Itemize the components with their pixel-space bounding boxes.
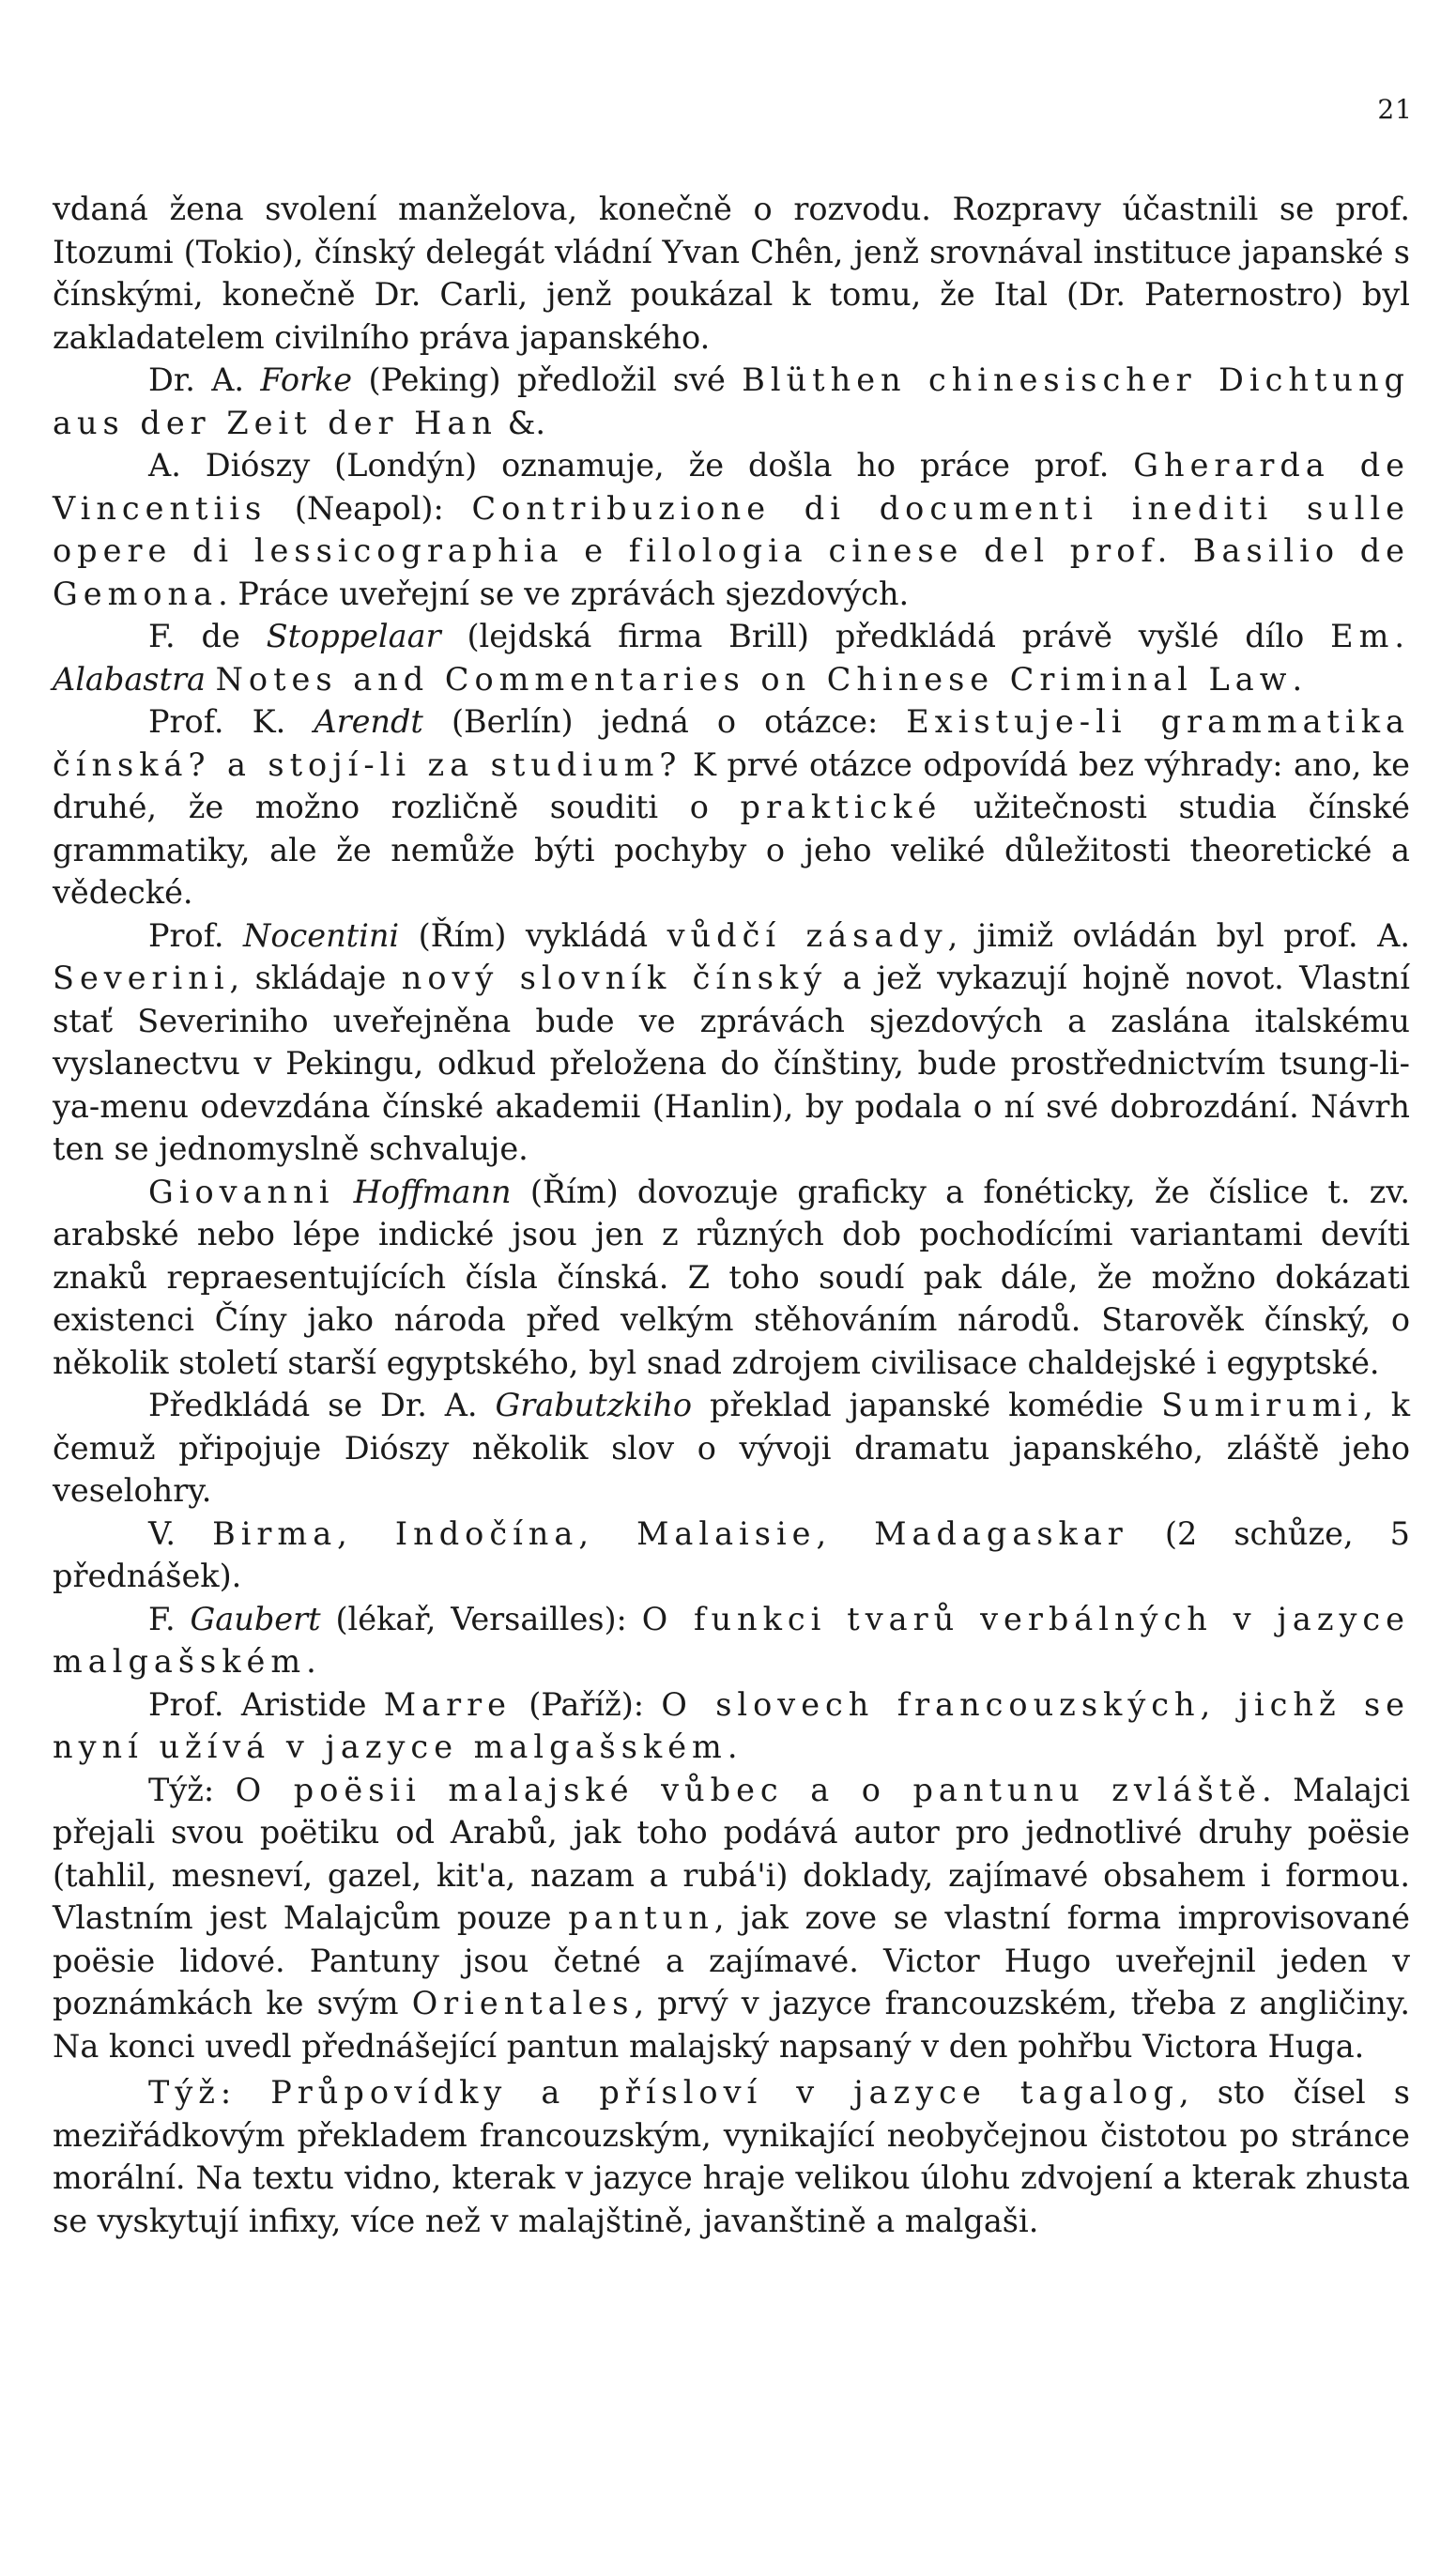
text-run: Týž: xyxy=(148,2074,271,2111)
paragraph-1-text: vdaná žena svolení manželova, konečně o rozvodu. Rozpravy účastnili se prof. Itozumi (Tokio), čínský delegát vládní Yvan Chên, jenž srovnával instituce japanské s čínskými, konečně Dr. Carli, jenž poukázal k tomu, že Ital (Dr. Paternostro) byl zakladatelem civilního práva japanského. xyxy=(53,191,1410,356)
work-title: O poësii malajské vůbec a o pantunu zvláště xyxy=(235,1771,1262,1808)
text-run: , jak zove se vlastní forma improvisované poësie lidové. Pantuny jsou četné a zajímavé. Victor Hugo uveřejnil jeden v poznámkách ke svým xyxy=(53,1899,1410,2021)
text-run: F. de xyxy=(148,618,267,654)
body-text xyxy=(53,188,1410,2242)
paragraph-5 xyxy=(53,700,1410,914)
text-run: Prof. K. xyxy=(148,703,314,740)
text-run: (2 schůze, 5 přednášek). xyxy=(53,1514,1410,1594)
text-run: (lejdská firma Brill) předkládá právě vyšlé dílo xyxy=(440,618,1331,654)
paragraph-9 xyxy=(53,1513,1410,1598)
work-title: Sumirumi xyxy=(1161,1387,1364,1423)
author-name: Arendt xyxy=(314,703,423,740)
author-name: Marre xyxy=(383,1685,512,1723)
work-title: Existuje-li grammatika čínská? a stojí-li za studium? xyxy=(53,703,1410,783)
text-run: V. xyxy=(148,1514,213,1552)
text-run: &. xyxy=(497,404,546,441)
text-run: , prvý v jazyce francouzském, třeba z angličiny. Na konci uvedl přednášející pantun malajský napsaný v den pohřbu Victora Huga. xyxy=(53,1985,1410,2065)
paragraph-3 xyxy=(53,444,1410,615)
text-run: Předkládá se Dr. A. xyxy=(148,1387,496,1423)
text-run: (lékař, Versailles): xyxy=(320,1600,642,1637)
work-title: Průpovídky a přísloví v jazyce tagalog xyxy=(270,2074,1179,2111)
paragraph-12 xyxy=(53,1769,1410,2068)
author-name: Alabastra xyxy=(53,660,206,698)
section-title: Birma, Indočína, Malaisie, Madagaskar xyxy=(212,1514,1128,1552)
author-name: Severini xyxy=(53,960,230,996)
emphasis: Orientales xyxy=(411,1985,635,2021)
author-name: Forke xyxy=(260,361,353,398)
paragraph-1 xyxy=(53,188,1410,359)
paragraph-8 xyxy=(53,1384,1410,1513)
text-run: (Neapol): xyxy=(267,489,472,527)
text-run: F. xyxy=(148,1600,191,1637)
work-title: nový slovník čínský xyxy=(401,960,828,996)
text-run: . xyxy=(1292,660,1303,698)
page-number: 21 xyxy=(1377,94,1413,125)
author-name: Grabutzkiho xyxy=(495,1387,693,1423)
text-run: (Berlín) jedná o otázce: xyxy=(422,703,907,740)
author-name: Stoppelaar xyxy=(266,618,441,654)
emphasis: pantun xyxy=(568,1899,714,1936)
text-run: a jež vykazují hojně novot. Vlastní stať Severiniho uveřejněna bude ve zprávách sjezdových a zaslána italskému vyslanectvu v Pekingu, odkud přeložena do čínštiny, bude prostřednictvím tsung-li-ya-menu odevzdána čínské akademii (Hanlin), by podala o ní své dobrozdání. Návrh ten se jednomyslně schvaluje. xyxy=(53,960,1410,1167)
paragraph-6 xyxy=(53,914,1410,1171)
text-run: . Malajci přejali svou poëtiku od Arabů, jak toho podává autor pro jednotlivé druhy poësie (tahlil, mesneví, gazel, kit'a, nazam a rubá'i) doklady, zajímavé obsahem i formou. Vlastním jest Malajcům pouze xyxy=(53,1771,1411,1936)
text-run: Prof. Aristide xyxy=(148,1685,384,1723)
text-run: . Práce uveřejní se ve zprávách sjezdových. xyxy=(218,575,910,612)
text-run: A. Diószy (Londýn) oznamuje, že došla ho práce prof. xyxy=(148,447,1134,484)
text-run: Prof. xyxy=(148,916,244,954)
text-run: . xyxy=(306,1643,316,1680)
work-title: O funkci tvarů verbálných v jazyce malgašském xyxy=(53,1600,1410,1680)
text-run: (Paříž): xyxy=(511,1685,662,1723)
text-run: , k čemuž připojuje Diószy několik slov o vývoji dramatu japanského, zláště jeho veselohry. xyxy=(53,1387,1410,1509)
paragraph-13 xyxy=(53,2071,1410,2242)
paragraph-10 xyxy=(53,1598,1410,1683)
text-run: (Řím) dovozuje graficky a fonéticky, že číslice t. zv. arabské nebo lépe indické jsou jen z různých dob pochodícími variantami devíti znaků repraesentujících čísla čínská. Z toho soudí pak dále, že možno dokázati existenci Číny jako národa před velkým stěhováním národů. Starověk čínský, o několik století starší egyptského, byl snad zdrojem civilisace chaldejské i egyptské. xyxy=(53,1173,1410,1381)
text-run: , skládaje xyxy=(229,960,402,996)
text-run: , jimiž ovládán byl prof. A. xyxy=(947,916,1410,954)
author-name: Gaubert xyxy=(190,1600,321,1637)
author-initial: Em. xyxy=(1330,618,1410,654)
author-firstname: Giovanni xyxy=(148,1173,335,1210)
text-run: . xyxy=(727,1728,738,1765)
text-run: Dr. A. xyxy=(148,361,261,398)
author-name: Gherarda de Vincentiis xyxy=(53,447,1410,527)
text-run: K prvé otázce odpovídá bez výhrady: ano, ke druhé, že možno rozličně souditi o xyxy=(53,745,1410,825)
work-title: Notes and Commentaries on Chinese Criminal Law xyxy=(215,660,1293,698)
text-run: (Řím) vykládá xyxy=(399,916,667,954)
text-run xyxy=(334,1174,353,1210)
text-run: užitečnosti studia čínské grammatiky, ale že nemůže býti pochyby o jeho veliké důležitosti theoretické a vědecké. xyxy=(53,789,1410,911)
emphasis: praktické xyxy=(740,789,943,825)
text-run: Týž: xyxy=(148,1771,236,1808)
work-title: vůdčí zásady xyxy=(667,916,948,954)
text-run: , sto čísel s meziřádkovým překladem francouzským, vynikající neobyčejnou čistotou po stránce morální. Na textu vidno, kterak v jazyce hraje velikou úlohu zdvojení a kterak zhusta se vyskytují infixy, více než v malajštině, javanštině a malgaši. xyxy=(53,2074,1410,2239)
paragraph-2 xyxy=(53,359,1410,444)
text-run xyxy=(206,661,216,698)
text-run: (Peking) předložil své xyxy=(352,361,743,398)
paragraph-11 xyxy=(53,1683,1410,1769)
work-title: O slovech francouzských, jichž se nyní užívá v jazyce malgašském xyxy=(53,1685,1410,1765)
author-name: Nocentini xyxy=(243,916,400,954)
paragraph-4 xyxy=(53,615,1410,700)
author-name: Hoffmann xyxy=(353,1173,512,1210)
paragraph-7 xyxy=(53,1171,1410,1385)
work-title: Blüthen chinesischer Dichtung aus der Zeit der Han xyxy=(53,361,1411,441)
text-run: překlad japanské komédie xyxy=(692,1387,1162,1423)
work-title: Contribuzione di documenti inediti sulle opere di lessicographia e filologia cinese del prof. Basilio de Gemona xyxy=(53,489,1410,612)
